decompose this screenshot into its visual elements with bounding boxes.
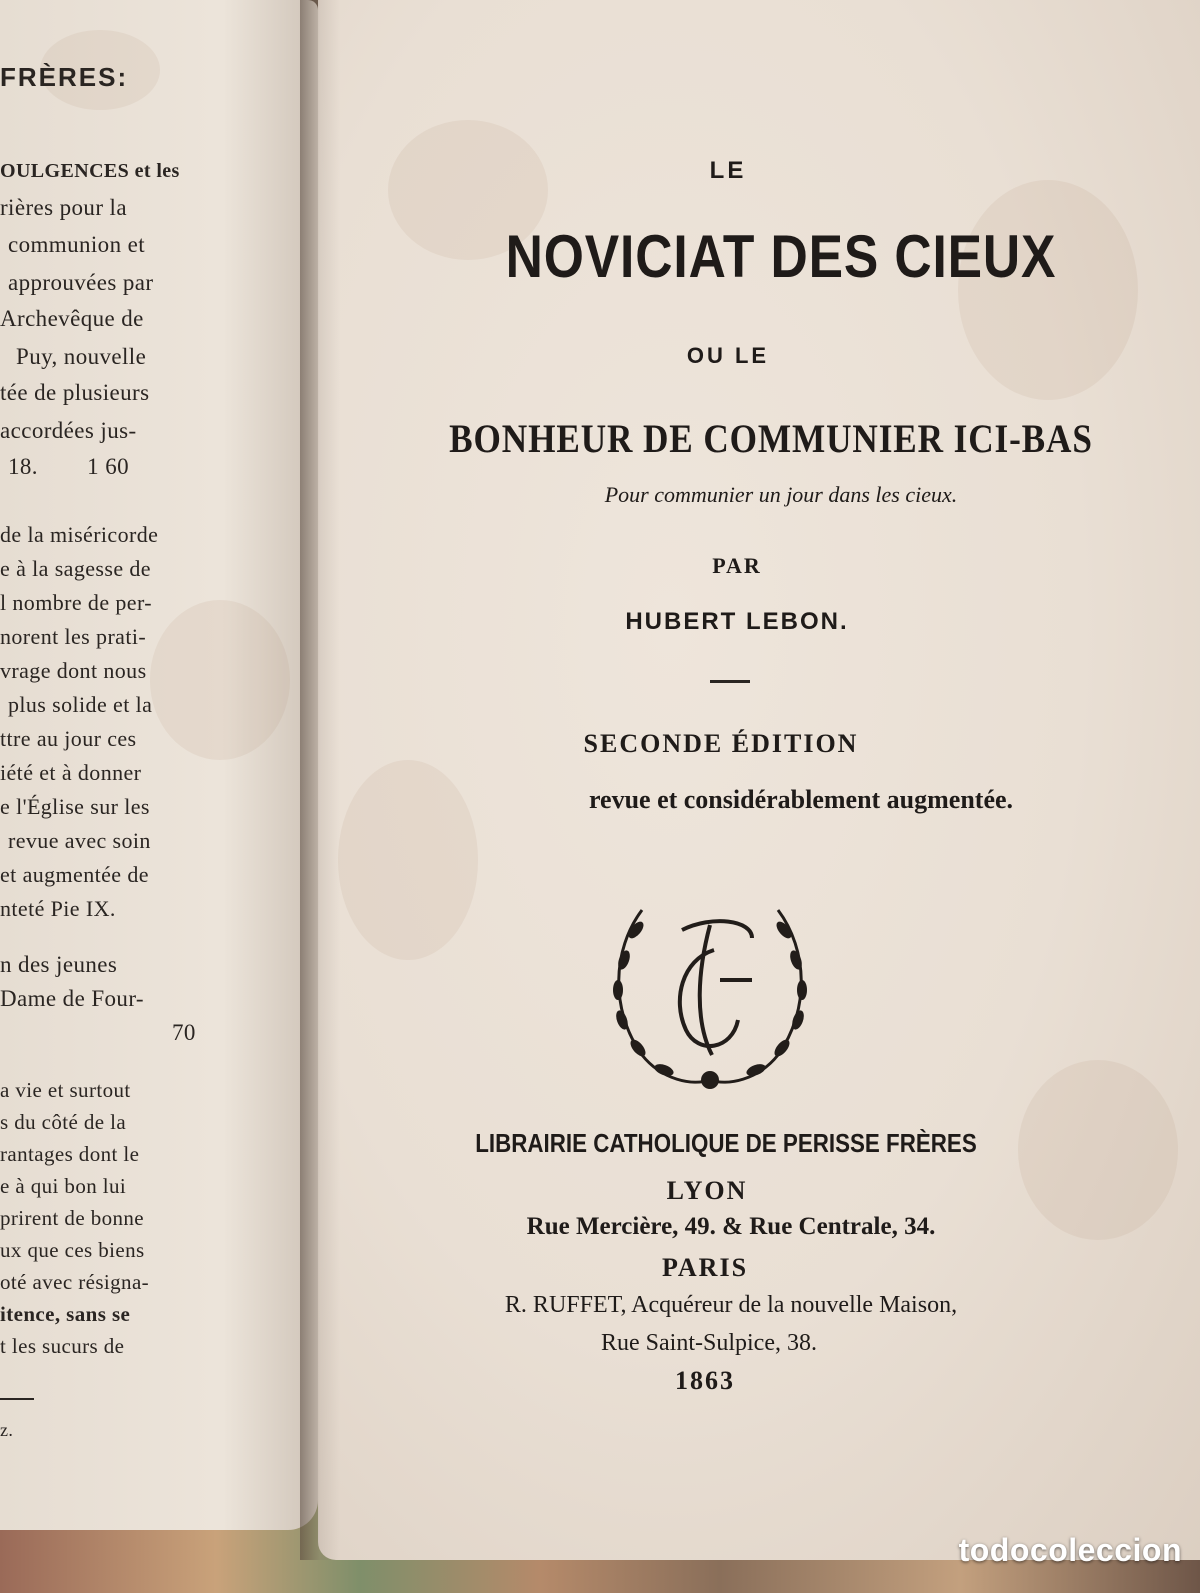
left-line: vrage dont nous bbox=[0, 658, 147, 683]
left-line: de la miséricorde bbox=[0, 522, 159, 547]
left-line: revue avec soin bbox=[8, 828, 151, 853]
title-ou-le: OU LE bbox=[686, 343, 770, 368]
title-divider bbox=[710, 680, 750, 683]
left-page bbox=[0, 0, 318, 1530]
monogram-wreath-emblem bbox=[602, 890, 818, 1100]
edition-label: SECONDE ÉDITION bbox=[583, 729, 859, 758]
left-line: oté avec résigna- bbox=[0, 1270, 150, 1294]
author-name: HUBERT LEBON. bbox=[625, 608, 849, 635]
left-line: ttre au jour ces bbox=[0, 726, 137, 751]
left-line: approuvées par bbox=[8, 270, 154, 295]
left-line: itence, sans se bbox=[0, 1302, 131, 1326]
left-line: et augmentée de bbox=[0, 862, 149, 887]
publisher-city-lyon: LYON bbox=[666, 1176, 748, 1205]
left-line: rantages dont le bbox=[0, 1142, 140, 1166]
publisher-city-paris: PARIS bbox=[661, 1253, 749, 1282]
left-line: l nombre de per- bbox=[0, 590, 152, 615]
left-line: rières pour la bbox=[0, 195, 127, 220]
left-rule bbox=[0, 1398, 34, 1400]
left-line: 18. 1 60 bbox=[8, 454, 129, 479]
left-line: norent les prati- bbox=[0, 624, 147, 649]
left-line: communion et bbox=[8, 232, 146, 257]
left-line: tée de plusieurs bbox=[0, 380, 150, 405]
left-line: iété et à donner bbox=[0, 760, 142, 785]
left-line: e à la sagesse de bbox=[0, 556, 151, 581]
left-line: e l'Église sur les bbox=[0, 794, 150, 819]
publisher-name: LIBRAIRIE CATHOLIQUE DE PERISSE FRÈRES bbox=[475, 1128, 977, 1158]
publisher-address-lyon: Rue Mercière, 49. & Rue Centrale, 34. bbox=[526, 1213, 936, 1240]
left-line: accordées jus- bbox=[0, 418, 137, 443]
left-page-heading: FRÈRES: bbox=[0, 62, 129, 92]
book-tagline: Pour communier un jour dans les cieux. bbox=[604, 482, 958, 507]
publisher-address-paris: R. RUFFET, Acquéreur de la nouvelle Maison, bbox=[504, 1292, 958, 1318]
book-title: NOVICIAT DES CIEUX bbox=[505, 223, 1057, 290]
left-line: prirent de bonne bbox=[0, 1206, 145, 1230]
watermark-logo: todocoleccion bbox=[958, 1532, 1182, 1568]
left-line: nteté Pie IX. bbox=[0, 896, 116, 921]
left-line: Archevêque de bbox=[0, 306, 144, 331]
left-line: plus solide et la bbox=[8, 692, 153, 717]
title-le: LE bbox=[709, 157, 747, 184]
edition-note: revue et considérablement augmentée. bbox=[588, 785, 1014, 814]
left-line: a vie et surtout bbox=[0, 1078, 131, 1102]
left-line: z. bbox=[0, 1420, 14, 1440]
left-line: e à qui bon lui bbox=[0, 1174, 127, 1198]
left-line: ux que ces biens bbox=[0, 1238, 145, 1262]
book-subtitle: BONHEUR DE COMMUNIER ICI-BAS bbox=[449, 416, 1093, 461]
publication-year: 1863 bbox=[675, 1366, 735, 1395]
left-line: 70 bbox=[172, 1020, 196, 1045]
left-line: Puy, nouvelle bbox=[16, 344, 147, 369]
book-gutter bbox=[300, 0, 340, 1560]
publisher-street-paris: Rue Saint-Sulpice, 38. bbox=[601, 1330, 817, 1356]
left-line: n des jeunes bbox=[0, 952, 118, 977]
title-par: PAR bbox=[712, 553, 762, 578]
left-line: Dame de Four- bbox=[0, 986, 144, 1011]
left-line: s du côté de la bbox=[0, 1110, 127, 1134]
left-line: OULGENCES et les bbox=[0, 160, 180, 182]
left-line: t les sucurs de bbox=[0, 1334, 125, 1358]
